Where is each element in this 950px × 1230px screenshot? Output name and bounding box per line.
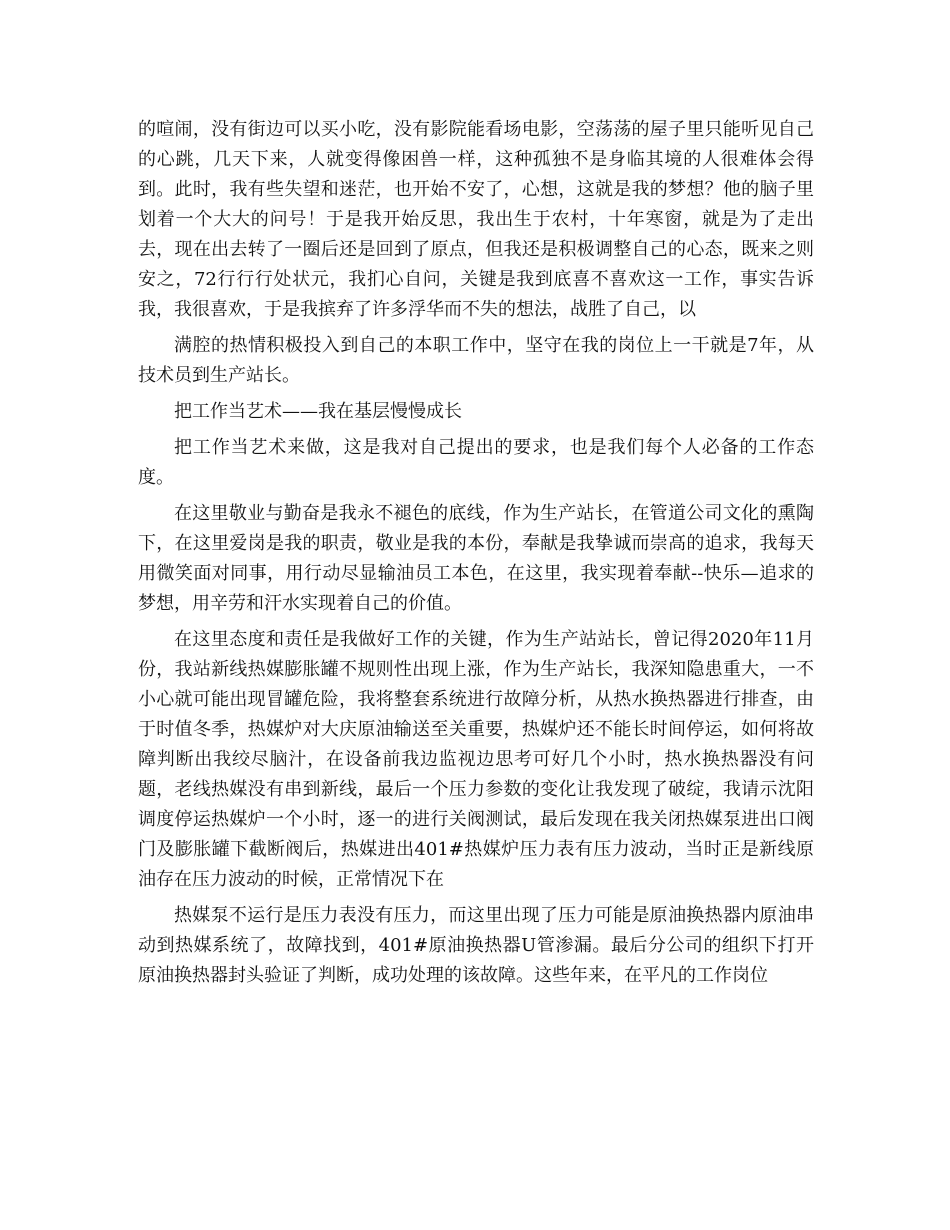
document-body [138,115,814,997]
paragraph: 把工作当艺术来做，这是我对自己提出的要求，也是我们每个人必备的工作态度。 [138,437,814,488]
paragraph-continued: 的喧闹，没有街边可以买小吃，没有影院能看场电影，空荡荡的屋子里只能听见自己的心跳，几天下来，人就变得像困兽一样，这种孤独不是身临其境的人很难体会得到。此时，我有些失望和迷茫，也开始不安了，心想，这就是我的梦想？他的脑子里划着一个大大的问号！于是我开始反思，我出生于农村，十年寒窗，就是为了走出去，现在出去转了一圈后还是回到了原点，但我还是积极调整自己的心态，既来之则安之，72行行行处状元，我扪心自问，关键是我到底喜不喜欢这一工作，事实告诉我，我很喜欢，于是我摈弃了许多浮华而不失的想法，战胜了自己，以 [138,119,814,320]
section-heading: 把工作当艺术——我在基层慢慢成长 [174,401,462,422]
paragraph: 热媒泵不运行是压力表没有压力，而这里出现了压力可能是原油换热器内原油串动到热媒系统了，故障找到，401#原油换热器U管渗漏。最后分公司的组织下打开原油换热器封头验证了判断，成功处理的该故障。这些年来，在平凡的工作岗位 [138,905,814,986]
paragraph: 在这里敬业与勤奋是我永不褪色的底线，作为生产站长，在管道公司文化的熏陶下，在这里爱岗是我的职责，敬业是我的本份，奉献是我挚诚而崇高的追求，我每天用微笑面对同事，用行动尽显输油员工本色，在这里，我实现着奉献--快乐—追求的梦想，用辛劳和汗水实现着自己的价值。 [138,503,814,614]
paragraph: 在这里态度和责任是我做好工作的关键，作为生产站站长，曾记得2020年11月份，我站新线热媒膨胀罐不规则性出现上涨，作为生产站长，我深知隐患重大，一不小心就可能出现冒罐危险，我将整套系统进行故障分析，从热水换热器进行排查，由于时值冬季，热媒炉对大庆原油输送至关重要，热媒炉还不能长时间停运，如何将故障判断出我绞尽脑汁，在设备前我边监视边思考可好几个小时，热水换热器没有问题，老线热媒没有串到新线，最后一个压力参数的变化让我发现了破绽，我请示沈阳调度停运热媒炉一个小时，逐一的进行关阀测试，最后发现在我关闭热媒泵进出口阀门及膨胀罐下截断阀后，热媒进出401#热媒炉压力表有压力波动，当时正是新线原油存在压力波动的时候，正常情况下在 [138,629,814,890]
paragraph: 满腔的热情积极投入到自己的本职工作中，坚守在我的岗位上一干就是7年，从技术员到生产站长。 [138,335,814,386]
